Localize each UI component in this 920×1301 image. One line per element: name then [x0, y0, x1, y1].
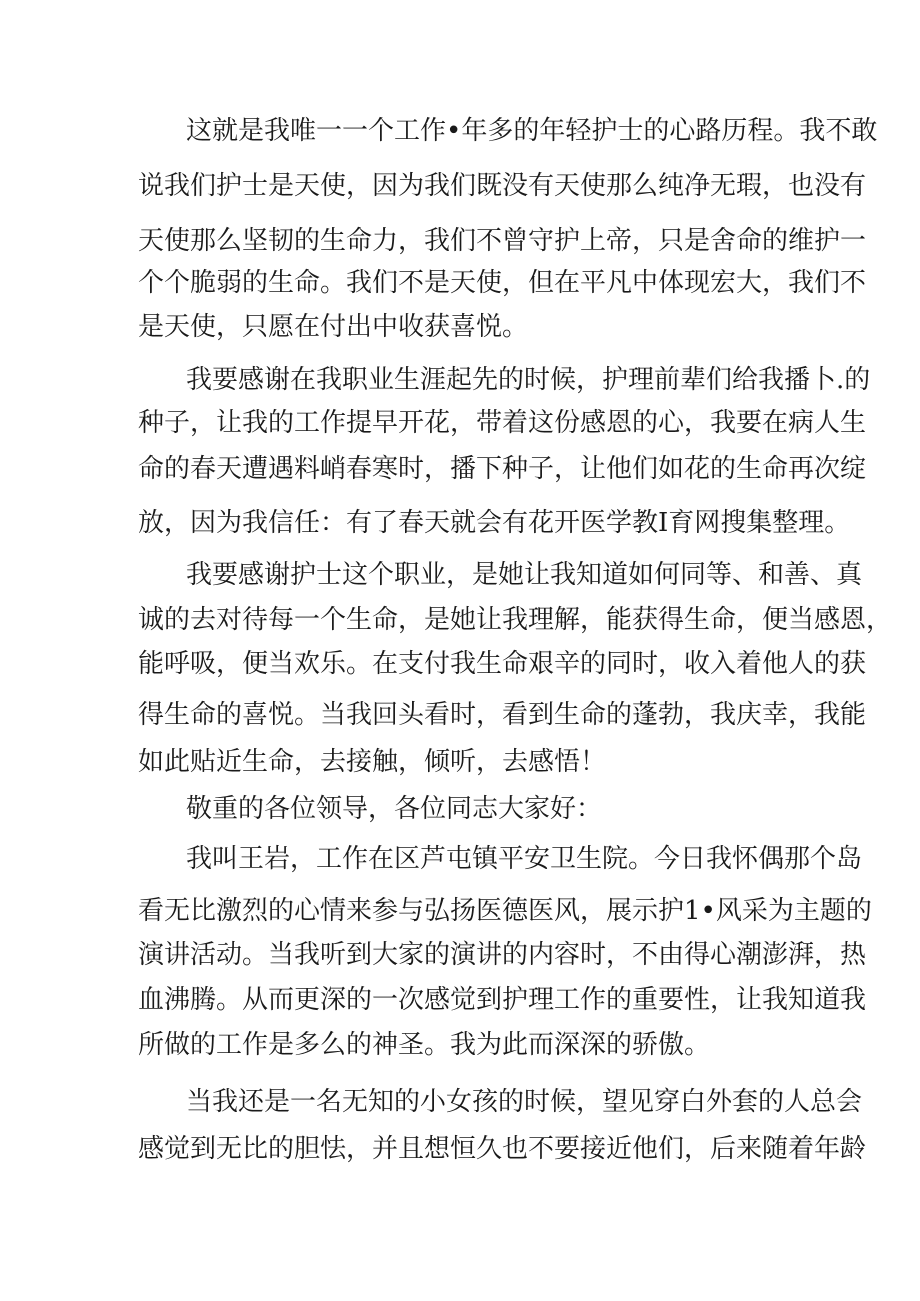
paragraph-1-line-5: 是天使，只愿在付出中收获喜悦。: [138, 312, 529, 342]
paragraph-3-line-1: 我要感谢护士这个职业，是她让我知道如何同等、和善、真: [186, 560, 863, 590]
paragraph-1-line-1: 这就是我唯一一个工作•年多的年轻护士的心路历程。我不敢: [186, 116, 878, 146]
paragraph-2-line-4: 放，因为我信任：有了春天就会有花开医学教I育网搜集整理。: [138, 508, 851, 538]
greeting-line: 敬重的各位领导，各位同志大家好：: [186, 794, 603, 824]
paragraph-5-line-1: 当我还是一名无知的小女孩的时候，望见穿白外套的人总会: [186, 1087, 863, 1117]
paragraph-2-line-1: 我要感谢在我职业生涯起先的时候，护理前辈们给我播卜.的: [186, 365, 871, 395]
paragraph-4-line-4: 血沸腾。从而更深的一次感觉到护理工作的重要性，让我知道我: [138, 985, 867, 1015]
paragraph-3-line-5: 如此贴近生命，去接触，倾听，去感悟！: [138, 747, 607, 777]
paragraph-4-line-5: 所做的工作是多么的神圣。我为此而深深的骄傲。: [138, 1030, 711, 1060]
paragraph-2-line-2: 种子，让我的工作提早开花，带着这份感恩的心，我要在病人生: [138, 408, 867, 438]
paragraph-4-line-1: 我叫王岩，工作在区芦屯镇平安卫生院。今日我怀偶那个岛: [186, 844, 863, 874]
paragraph-4-line-2: 看无比激烈的心情来参与弘扬医德医风，展示护1•风采为主题的: [138, 896, 872, 926]
paragraph-1-line-4: 个个脆弱的生命。我们不是天使，但在平凡中体现宏大，我们不: [138, 268, 867, 298]
paragraph-3-line-4: 得生命的喜悦。当我回头看时，看到生命的蓬勃，我庆幸，我能: [138, 700, 867, 730]
paragraph-1-line-3: 天使那么坚韧的生命力，我们不曾守护上帝，只是舍命的维护一: [138, 226, 867, 256]
paragraph-1-line-2: 说我们护士是天使，因为我们既没有天使那么纯净无瑕，也没有: [138, 171, 867, 201]
paragraph-3-line-2: 诚的去对待每一个生命，是她让我理解，能获得生命，便当感恩，: [138, 605, 893, 635]
paragraph-3-line-3: 能呼吸，便当欢乐。在支付我生命艰辛的同时，收入着他人的获: [138, 649, 867, 679]
paragraph-2-line-3: 命的春天遭遇料峭春寒时，播下种子，让他们如花的生命再次绽: [138, 454, 867, 484]
paragraph-4-line-3: 演讲活动。当我听到大家的演讲的内容时，不由得心潮澎湃，热: [138, 940, 867, 970]
paragraph-5-line-2: 感觉到无比的胆怯，并且想恒久也不要接近他们，后来随着年龄: [138, 1134, 867, 1164]
